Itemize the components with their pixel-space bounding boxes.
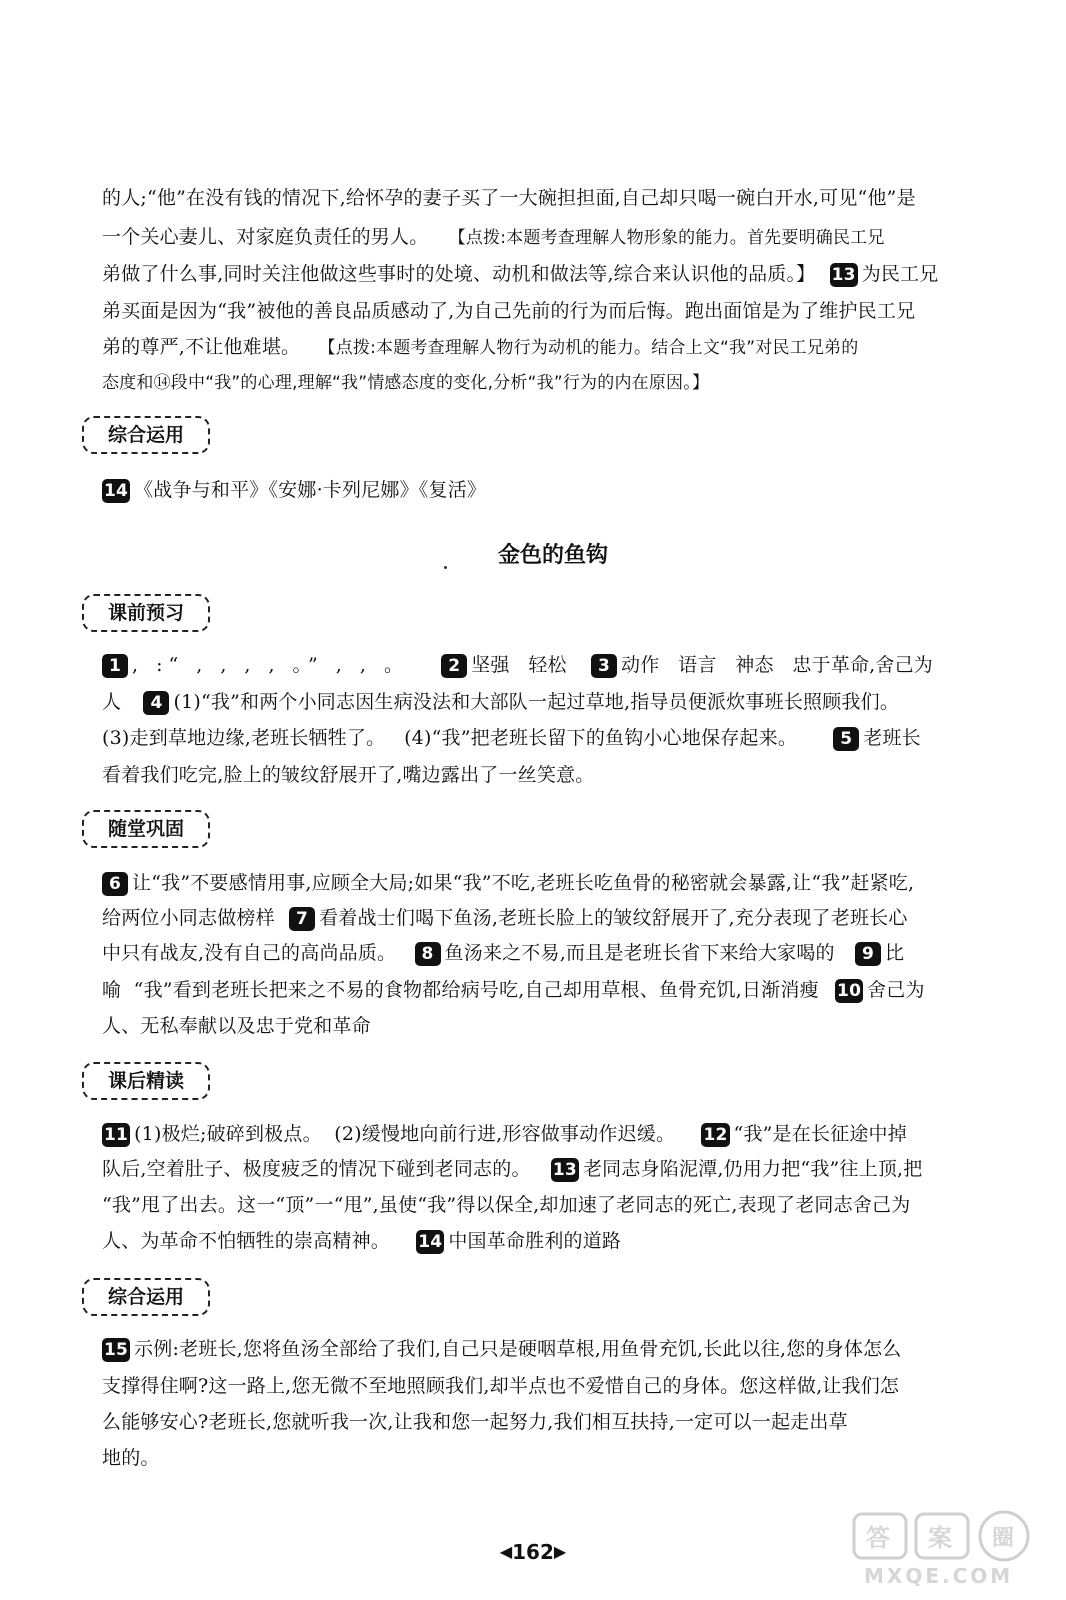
question-number: 12: [703, 1125, 728, 1145]
left-arrow-icon: ◀: [499, 1542, 513, 1561]
answer-text: 舍己为: [867, 979, 925, 1001]
text-line: “我”甩了出去。这一“顶”一“甩”,虽使“我”得以保全,却加速了老同志的死亡,表现了老同志舍己为: [102, 1194, 911, 1216]
text-line: 的人;“他”在没有钱的情况下,给怀孕的妻子买了一大碗担担面,自己却只喝一碗白开水,可见“他”是: [102, 187, 916, 209]
hint-line: 态度和⑭段中“我”的心理,理解“我”情感态度的变化,分析“我”行为的内在原因。】: [102, 373, 710, 393]
question-number: 2: [441, 654, 467, 678]
question-number: 13: [552, 1160, 577, 1180]
section-label-comprehensive: 综合运用: [82, 416, 210, 454]
answer-text: 人: [102, 691, 122, 713]
answer-text: 坚强 轻松: [471, 654, 567, 676]
text-line: [102, 871, 962, 896]
section-label-consolidate: 随堂巩固: [82, 810, 210, 848]
section-label-reading: 课后精读: [82, 1062, 210, 1100]
section-label-preview: 课前预习: [82, 594, 210, 632]
text-line: [102, 1337, 962, 1362]
answer-text: “我”是在长征途中掉: [733, 1123, 907, 1145]
answer-text: (1)极烂;破碎到极点。 (2)缓慢地向前行进,形容做事动作迟缓。: [134, 1123, 676, 1145]
answer-text: 一个关心妻儿、对家庭负责任的男人。: [102, 226, 429, 248]
text-line: [102, 906, 962, 931]
text-line: 人、无私奉献以及忠于党和革命: [102, 1015, 371, 1037]
question-number: 6: [102, 872, 128, 896]
question-number: 11: [104, 1125, 129, 1145]
svg-text:圈: 圈: [992, 1526, 1015, 1551]
answer-text: 动作 语言 神态 忠于革命,舍己为: [621, 654, 933, 676]
answer-text: (3)走到草地边缘,老班长牺牲了。 (4)“我”把老班长留下的鱼钩小心地保存起来。: [102, 727, 798, 749]
text-line: [102, 335, 962, 360]
answer-text: 老班长: [863, 727, 921, 749]
question-number: 13: [831, 265, 856, 285]
answer-text: , :“ , , , , 。” , , 。: [132, 654, 409, 676]
answer-text: 给两位小同志做榜样: [102, 907, 275, 929]
watermark-logo: [842, 1508, 1052, 1588]
answer-text: 弟做了什么事,同时关注他做这些事时的处境、动机和做法等,综合来认识他的品质。】: [102, 263, 816, 285]
section-label-comprehensive: 综合运用: [82, 1278, 210, 1316]
text-line: [102, 1157, 962, 1182]
text-line: [102, 225, 962, 250]
text-line: [102, 478, 962, 503]
answer-text: 看着战士们喝下鱼汤,老班长脸上的皱纹舒展开了,充分表现了老班长心: [319, 907, 908, 929]
question-number: 5: [833, 727, 859, 751]
question-number: 3: [591, 654, 617, 678]
svg-text:答: 答: [866, 1524, 890, 1552]
question-number: 4: [143, 691, 169, 715]
answer-text: (1)“我”和两个小同志因生病没法和大部队一起过草地,指导员便派炊事班长照顾我们。: [173, 691, 900, 713]
answer-text: 喻 “我”看到老班长把来之不易的食物都给病号吃,自己却用草根、鱼骨充饥,日渐消瘦: [102, 979, 819, 1001]
svg-text:案: 案: [928, 1524, 952, 1552]
answer-text: 队后,空着肚子、极度疲乏的情况下碰到老同志的。: [102, 1158, 531, 1180]
answer-text: 中只有战友,没有自己的高尚品质。: [102, 942, 397, 964]
question-number: 8: [415, 942, 441, 966]
answer-text: 弟的尊严,不让他难堪。: [102, 336, 301, 358]
text-line: [102, 978, 962, 1003]
text-line: [102, 941, 962, 966]
answer-text: 比: [885, 942, 905, 964]
question-number: 14: [418, 1232, 443, 1252]
text-line: [102, 1122, 962, 1147]
question-number: 9: [855, 942, 881, 966]
answer-text: 老同志身陷泥潭,仍用力把“我”往上顶,把: [582, 1158, 923, 1180]
svg-text:MXQE.COM: MXQE.COM: [864, 1564, 1014, 1588]
answer-text: 《战争与和平》《安娜·卡列尼娜》《复活》: [134, 479, 487, 501]
answer-text: 中国革命胜利的道路: [448, 1230, 622, 1252]
answer-text: 让“我”不要感情用事,应顾全大局;如果“我”不吃,老班长吃鱼骨的秘密就会暴露,让“我”赶紧吃,: [132, 872, 915, 894]
question-number: 10: [837, 981, 862, 1001]
text-line: [102, 726, 962, 751]
lesson-title: 金色的鱼钩: [497, 543, 608, 568]
answer-text: 示例:老班长,您将鱼汤全部给了我们,自己只是硬咽草根,用鱼骨充饥,长此以往,您的身体怎么: [134, 1338, 902, 1360]
page-number-text: 162: [512, 1540, 554, 1564]
hint-text: 【点拨:本题考查理解人物行为动机的能力。结合上文“我”对民工兄弟的: [318, 338, 859, 358]
text-line: 看着我们吃完,脸上的皱纹舒展开了,嘴边露出了一丝笑意。: [102, 764, 595, 786]
hint-text: 【点拨:本题考查理解人物形象的能力。首先要明确民工兄: [448, 228, 885, 248]
right-arrow-icon: ▶: [553, 1542, 567, 1561]
text-line: 弟买面是因为“我”被他的善良品质感动了,为自己先前的行为而后悔。跑出面馆是为了维护民工兄: [102, 300, 916, 322]
answer-text: 人、为革命不怕牺牲的崇高精神。: [102, 1230, 391, 1252]
text-line: 支撑得住啊?这一路上,您无微不至地照顾我们,却半点也不爱惜自己的身体。您这样做,让我们怎: [102, 1375, 900, 1397]
answer-text: 为民工兄: [861, 263, 939, 285]
question-number: 14: [104, 481, 129, 501]
text-line: 地的。: [102, 1447, 160, 1469]
text-line: [102, 1229, 962, 1254]
text-line: [102, 690, 962, 715]
question-number: 1: [102, 654, 128, 678]
text-line: [102, 262, 962, 287]
text-line: [102, 653, 962, 678]
question-number: 7: [289, 907, 315, 931]
text-line: 么能够安心?老班长,您就听我一次,让我和您一起努力,我们相互扶持,一定可以一起走出草: [102, 1411, 848, 1433]
question-number: 15: [104, 1340, 129, 1360]
answer-text: 鱼汤来之不易,而且是老班长省下来给大家喝的: [444, 942, 835, 964]
